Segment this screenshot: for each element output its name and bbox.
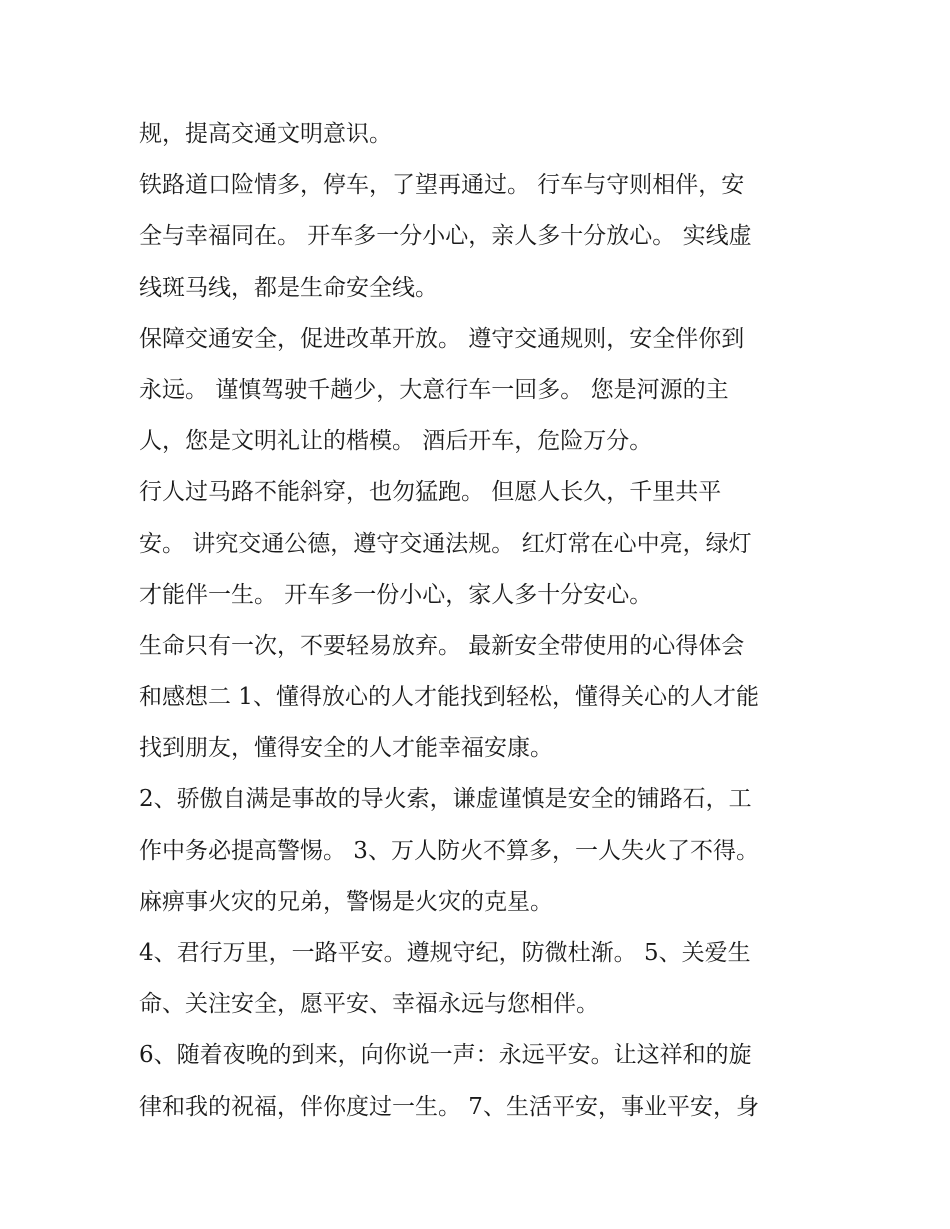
text-line: 4、君行万里，一路平安。遵规守纪，防微杜渐。 5、关爱生	[139, 940, 751, 966]
text-line: 6、随着夜晚的到来，向你说一声：永远平安。让这祥和的旋	[139, 1042, 752, 1069]
text-line: 规，提高交通文明意识。	[139, 121, 392, 147]
text-line: 和感想二 1、懂得放心的人才能找到轻松，懂得关心的人才能	[139, 684, 759, 711]
text-line: 线斑马线，都是生命安全线。	[139, 274, 438, 301]
text-line: 才能伴一生。 开车多一份小心，家人多十分安心。	[139, 581, 653, 608]
text-line: 作中务必提高警惕。 3、万人防火不算多，一人失火了不得。	[139, 837, 759, 864]
text-line: 行人过马路不能斜穿，也勿猛跑。 但愿人长久，千里共平	[139, 479, 722, 506]
text-line: 律和我的祝福，伴你度过一生。 7、生活平安，事业平安，身	[139, 1093, 759, 1120]
document-body-text	[139, 109, 819, 1133]
text-line: 命、关注安全，愿平安、幸福永远与您相伴。	[139, 991, 599, 1018]
text-line: 永远。 谨慎驾驶千趟少，大意行车一回多。 您是河源的主	[139, 376, 729, 403]
text-line: 全与幸福同在。 开车多一分小心，亲人多十分放心。 实线虚	[139, 223, 752, 250]
text-line: 麻痹事火灾的兄弟，警惕是火灾的克星。	[139, 888, 553, 915]
text-line: 人，您是文明礼让的楷模。 酒后开车，危险万分。	[139, 428, 653, 455]
text-line: 安。 讲究交通公德，遵守交通法规。 红灯常在心中亮，绿灯	[139, 530, 752, 557]
text-line: 铁路道口险情多，停车，了望再通过。 行车与守则相伴，安	[139, 172, 745, 199]
text-line: 生命只有一次，不要轻易放弃。 最新安全带使用的心得体会	[139, 632, 745, 659]
text-line: 保障交通安全，促进改革开放。 遵守交通规则，安全伴你到	[139, 325, 745, 352]
text-line: 2、骄傲自满是事故的导火索，谦虚谨慎是安全的铺路石，工	[139, 786, 752, 813]
text-line: 找到朋友，懂得安全的人才能幸福安康。	[139, 735, 553, 762]
